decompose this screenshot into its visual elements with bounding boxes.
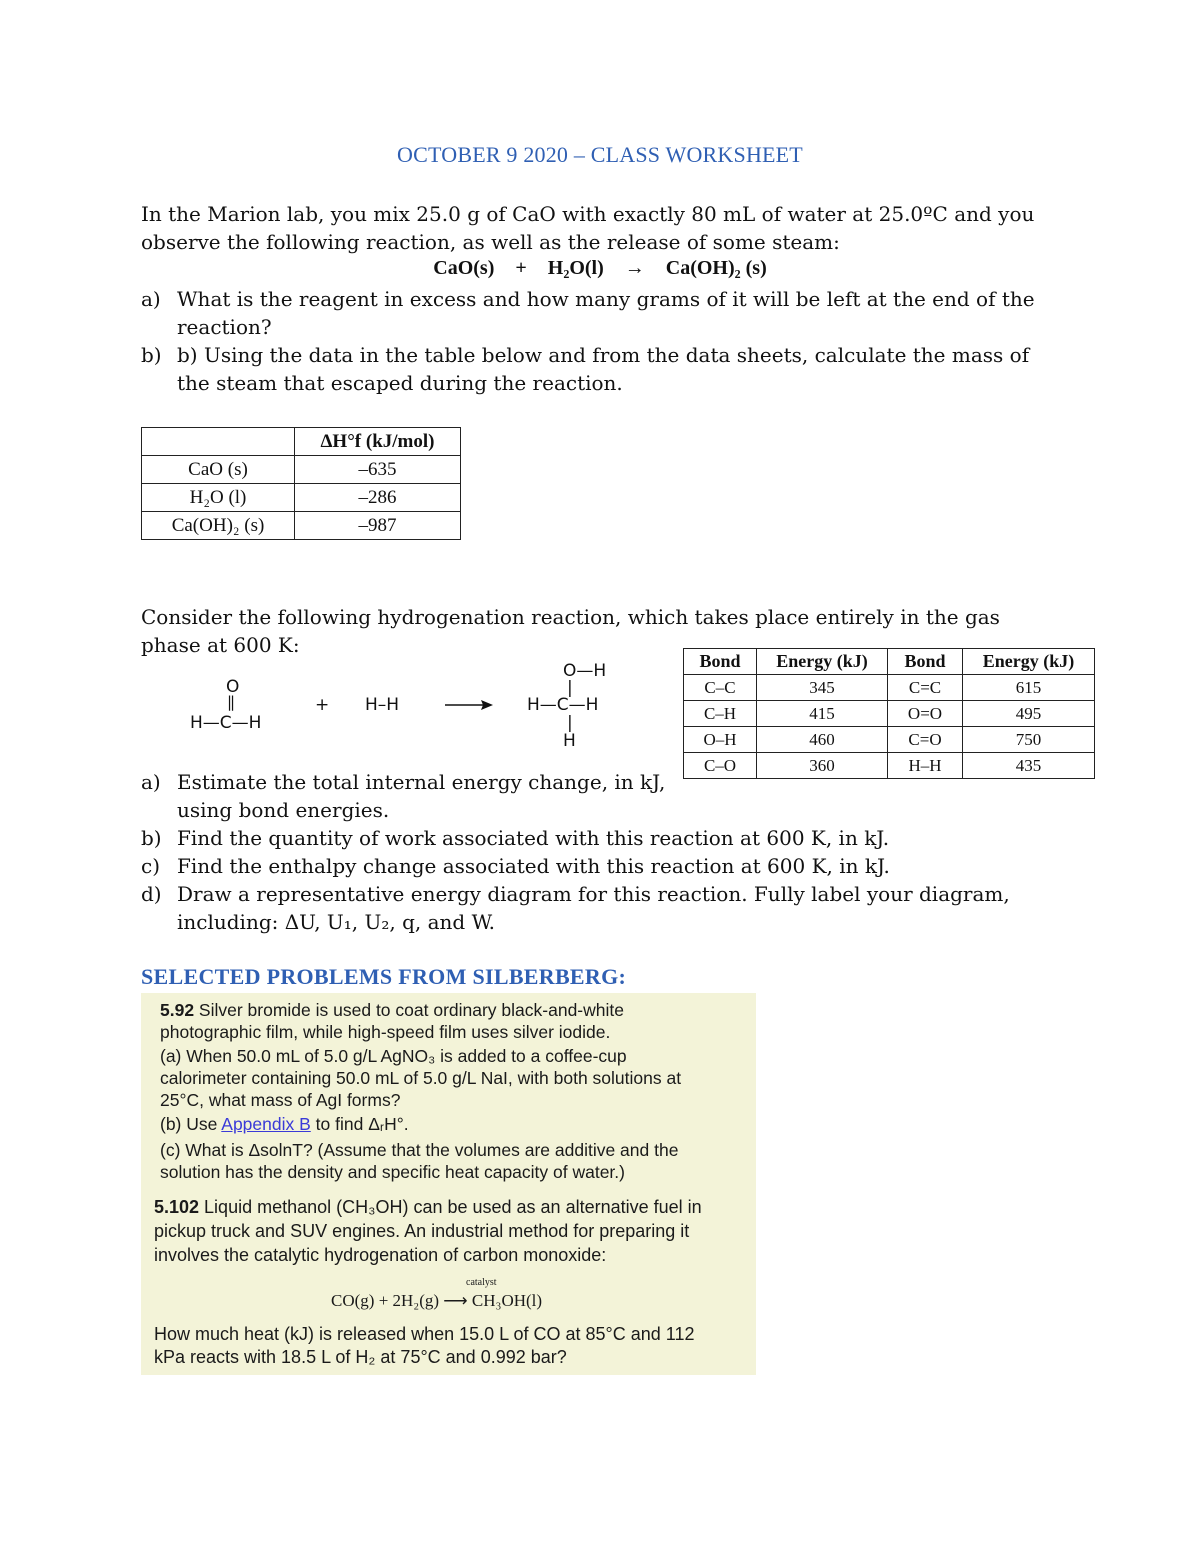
problem-592-intro [160, 999, 624, 1043]
question-text-line2: reaction? [177, 315, 272, 339]
question-text-line1: Find the enthalpy change associated with this reaction at 600 K, in kJ. [177, 854, 890, 878]
problem-text: How much heat (kJ) is released when 15.0 L of CO at 85°C and 112 [154, 1324, 695, 1344]
textbook-excerpt [141, 993, 756, 1375]
table-cell: 460 [757, 727, 888, 753]
problem-text: (a) When 50.0 mL of 5.0 g/L AgNO₃ is added to a coffee-cup [160, 1046, 627, 1066]
question-label: b) [141, 343, 162, 367]
table-cell: –635 [295, 456, 461, 484]
table-cell: C=C [888, 675, 963, 701]
problem2-question-d [141, 880, 1061, 936]
bond-energy-table [683, 648, 1095, 779]
table-cell: 495 [963, 701, 1095, 727]
table-cell: O–H [684, 727, 757, 753]
table-header-cell: Energy (kJ) [757, 649, 888, 675]
table-header-cell: Energy (kJ) [963, 649, 1095, 675]
question-text-line1: Estimate the total internal energy change, in kJ, [177, 770, 666, 794]
table-header-cell: Bond [684, 649, 757, 675]
question-text-line2: using bond energies. [177, 798, 390, 822]
problem-number: 5.92 [160, 1000, 195, 1020]
problem2-intro-line2: phase at 600 K: [141, 633, 300, 657]
problem-text: pickup truck and SUV engines. An industrial method for preparing it [154, 1221, 690, 1241]
reaction-equation [0, 257, 1200, 280]
problem2-intro-line1: Consider the following hydrogenation reaction, which takes place entirely in the gas [141, 605, 1000, 629]
question-label: d) [141, 882, 162, 906]
hydrogenation-scheme [190, 655, 670, 755]
problem-5102-intro [154, 1195, 702, 1267]
table-cell: O=O [888, 701, 963, 727]
table-cell: H₂O (l) [142, 484, 295, 512]
table-cell: Ca(OH)₂ (s) [142, 512, 295, 540]
double-bond: || [227, 693, 234, 711]
eq-plus: + [515, 257, 527, 279]
eq-reactant2: H₂O(l) [547, 257, 604, 279]
problem-592-part-c [160, 1139, 678, 1183]
question-text-line2: the steam that escaped during the reaction. [177, 371, 623, 395]
table-row [684, 753, 1095, 779]
question-label: a) [141, 287, 161, 311]
eq-reactant1: CaO(s) [433, 257, 495, 279]
problem-text: kPa reacts with 18.5 L of H₂ at 75°C and 0.992 bar? [154, 1347, 567, 1367]
table-cell: 345 [757, 675, 888, 701]
enthalpy-table [141, 427, 461, 540]
question-text-line1: What is the reagent in excess and how many grams of it will be left at the end of the [177, 287, 1035, 311]
problem-text: 25°C, what mass of AgI forms? [160, 1090, 401, 1110]
table-header-cell [142, 428, 295, 456]
table-cell: C–O [684, 753, 757, 779]
problem-592-part-b [160, 1113, 409, 1135]
problem2-question-c [141, 852, 1061, 880]
table-header-row [684, 649, 1095, 675]
question-label: c) [141, 854, 161, 878]
methanol-chain: H—C—H [527, 695, 599, 715]
question-text-line2: including: ΔU, U₁, U₂, q, and W. [177, 910, 495, 934]
table-header-cell: Bond [888, 649, 963, 675]
table-row [142, 456, 461, 484]
table-row [684, 727, 1095, 753]
question-text-line1: Find the quantity of work associated with this reaction at 600 K, in kJ. [177, 826, 890, 850]
table-row [142, 512, 461, 540]
table-cell: C–C [684, 675, 757, 701]
problem1-intro [141, 200, 1071, 256]
problem-text: (b) Use [160, 1114, 222, 1134]
eq-arrow: → [624, 257, 645, 279]
problem-number: 5.102 [154, 1197, 200, 1217]
problem-text: to find ΔᵣH°. [310, 1114, 409, 1134]
question-text-line1: Draw a representative energy diagram for this reaction. Fully label your diagram, [177, 882, 1010, 906]
table-cell: 615 [963, 675, 1095, 701]
hydroxyl-group: O—H [563, 661, 607, 681]
table-header-row [142, 428, 461, 456]
problem2-question-a [141, 768, 681, 824]
table-cell: –286 [295, 484, 461, 512]
question-label: b) [141, 826, 162, 850]
formaldehyde-oxygen: O [226, 677, 240, 697]
problem2-question-b [141, 824, 1061, 852]
question-label: a) [141, 770, 161, 794]
table-cell: 415 [757, 701, 888, 727]
bond-line-top: | [567, 678, 573, 698]
methanol-bottom-h: H [563, 731, 576, 751]
reaction-arrow-icon [445, 697, 495, 713]
table-row [684, 701, 1095, 727]
table-row [684, 675, 1095, 701]
problem1-question-a [141, 285, 1061, 341]
table-cell: –987 [295, 512, 461, 540]
problem-text: (c) What is ΔsolnT? (Assume that the volumes are additive and the [160, 1140, 679, 1160]
problem-text: solution has the density and specific heat capacity of water.) [160, 1162, 625, 1182]
problem-592-part-a [160, 1045, 681, 1111]
bond-line-bottom: | [567, 713, 573, 733]
problem-text: calorimeter containing 50.0 mL of 5.0 g/L NaI, with both solutions at [160, 1068, 682, 1088]
table-cell: C–H [684, 701, 757, 727]
table-row [142, 484, 461, 512]
page-title: OCTOBER 9 2020 – CLASS WORKSHEET [397, 142, 803, 167]
problem-text: involves the catalytic hydrogenation of carbon monoxide: [154, 1245, 607, 1265]
problem-text: Liquid methanol (CH₃OH) can be used as an alternative fuel in [199, 1197, 702, 1217]
problem-5102-question [154, 1323, 694, 1369]
problem-text: Silver bromide is used to coat ordinary black-and-white [194, 1000, 624, 1020]
appendix-b-link[interactable]: Appendix B [221, 1114, 311, 1134]
table-cell: 360 [757, 753, 888, 779]
table-cell: CaO (s) [142, 456, 295, 484]
table-cell: 750 [963, 727, 1095, 753]
eq-product: Ca(OH)₂ (s) [665, 257, 767, 279]
question-text-line1: b) Using the data in the table below and from the data sheets, calculate the mass of [177, 343, 1030, 367]
silberberg-heading: SELECTED PROBLEMS FROM SILBERBERG: [141, 964, 627, 989]
formaldehyde-chain: H—C—H [190, 713, 262, 733]
problem1-intro-line1: In the Marion lab, you mix 25.0 g of CaO with exactly 80 mL of water at 25.0ºC and you [141, 202, 1035, 226]
hydrogen-molecule: H–H [365, 695, 400, 715]
table-cell: C=O [888, 727, 963, 753]
table-cell: 435 [963, 753, 1095, 779]
table-cell: H–H [888, 753, 963, 779]
problem-text: photographic film, while high-speed film uses silver iodide. [160, 1022, 611, 1042]
methanol-equation: CO(g) + 2H₂(g) ⟶ CH₃OH(l) [331, 1291, 543, 1310]
table-header-cell: ΔH°f (kJ/mol) [295, 428, 461, 456]
catalyst-label: catalyst [466, 1277, 497, 1288]
problem1-question-b [141, 341, 1061, 397]
problem1-intro-line2: observe the following reaction, as well as the release of some steam: [141, 230, 840, 254]
reaction-plus: + [315, 695, 330, 715]
